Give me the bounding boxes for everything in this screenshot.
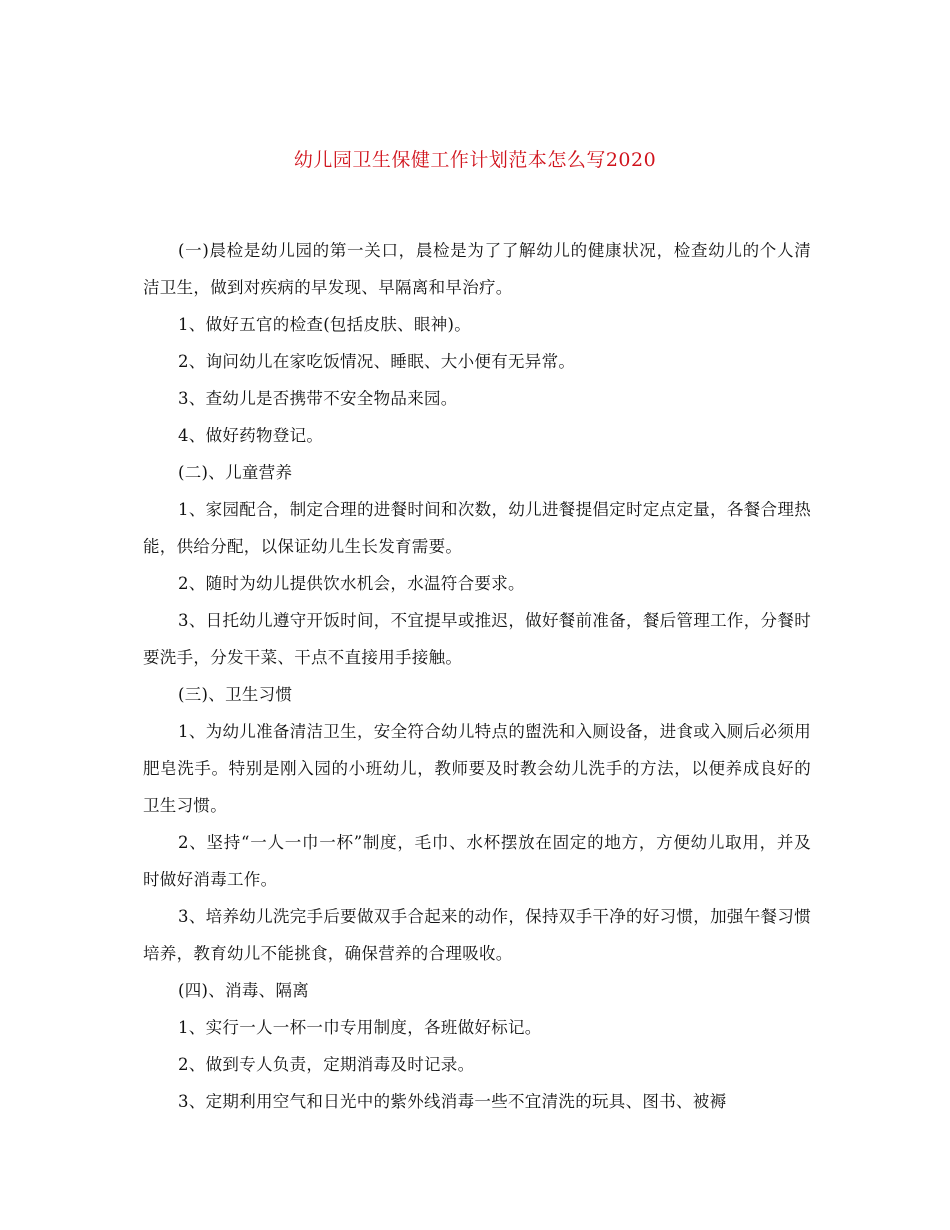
section-heading: (三)、卫生习惯 (178, 685, 293, 704)
paragraph: 2、做到专人负责，定期消毒及时记录。 (178, 1055, 475, 1074)
paragraph: 2、随时为幼儿提供饮水机会，水温符合要求。 (178, 574, 525, 593)
paragraph: 1、为幼儿准备清洁卫生，安全符合幼儿特点的盥洗和入厕设备，进食或入厕后必须用肥皂洗手。特别是刚入园的小班幼儿，教师要及时教会幼儿洗手的方法，以便养成良好的卫生习惯。 (143, 722, 811, 815)
paragraph: 1、实行一人一杯一巾专用制度，各班做好标记。 (178, 1018, 542, 1037)
paragraph: 2、坚持“一人一巾一杯”制度，毛巾、水杯摆放在固定的地方，方便幼儿取用，并及时做好消毒工作。 (143, 833, 811, 889)
paragraph: 4、做好药物登记。 (178, 426, 324, 445)
document-body (143, 232, 811, 1120)
paragraph: 1、做好五官的检查(包括皮肤、眼神)。 (178, 315, 472, 334)
paragraph: 3、定期利用空气和日光中的紫外线消毒一些不宜清洗的玩具、图书、被褥 (178, 1092, 727, 1111)
section-heading: (二)、儿童营养 (178, 463, 293, 482)
paragraph: 3、日托幼儿遵守开饭时间，不宜提早或推迟，做好餐前准备，餐后管理工作，分餐时要洗手，分发干菜、干点不直接用手接触。 (143, 611, 811, 667)
paragraph: 3、培养幼儿洗完手后要做双手合起来的动作，保持双手干净的好习惯，加强午餐习惯培养，教育幼儿不能挑食，确保营养的合理吸收。 (143, 907, 811, 963)
paragraph: 1、家园配合，制定合理的进餐时间和次数，幼儿进餐提倡定时定点定量，各餐合理热能，供给分配，以保证幼儿生长发育需要。 (143, 500, 811, 556)
paragraph: 2、询问幼儿在家吃饭情况、睡眠、大小便有无异常。 (178, 352, 576, 371)
document-title: 幼儿园卫生保健工作计划范本怎么写2020 (293, 149, 657, 171)
paragraph: 3、查幼儿是否携带不安全物品来园。 (178, 389, 458, 408)
section-heading: (四)、消毒、隔离 (178, 981, 310, 1000)
paragraph: (一)晨检是幼儿园的第一关口，晨检是为了了解幼儿的健康状况，检查幼儿的个人清洁卫生，做到对疾病的早发现、早隔离和早治疗。 (143, 241, 811, 297)
